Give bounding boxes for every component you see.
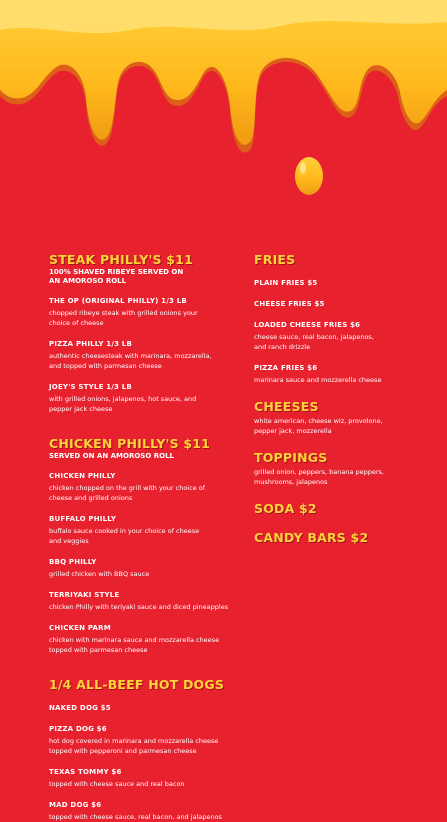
menu-item-name: JOEY'S STYLE 1/3 LB xyxy=(49,383,132,391)
menu-item-name: BUFFALO PHILLY xyxy=(49,515,117,523)
menu-item-description: topped with cheese sauce and real bacon xyxy=(49,780,185,788)
section-description: grilled onion, peppers, banana peppers, mushrooms, jalapenos xyxy=(254,468,384,486)
menu-item-name: PIZZA PHILLY 1/3 LB xyxy=(49,340,133,348)
menu-item-name: NAKED DOG $5 xyxy=(49,704,111,712)
menu-item-description: chicken with marinara sauce and mozzarella cheese topped with parmesan cheese xyxy=(49,636,220,654)
hot-dogs-section xyxy=(49,677,249,822)
section-title: TOPPINGS xyxy=(254,450,328,465)
menu-item-description: chicken Philly with teriyaki sauce and diced pineapples xyxy=(49,603,229,611)
right-menu-column xyxy=(254,252,444,545)
menu-item-description: buffalo sauce cooked in your choice of cheese and veggies xyxy=(49,527,200,545)
chicken-phillys-section xyxy=(49,436,249,655)
menu-item-name: CHICKEN PARM xyxy=(49,624,111,632)
menu-item-description: chopped ribeye steak with grilled onions your choice of cheese xyxy=(49,309,198,327)
menu-item-name: PLAIN FRIES $5 xyxy=(254,279,318,287)
menu-item-description: with grilled onions, jalapenos, hot sauce, and pepper jack cheese xyxy=(49,395,197,413)
section-title: 1/4 ALL-BEEF HOT DOGS xyxy=(49,677,225,692)
menu-item-description: cheese sauce, real bacon, jalapenos, and ranch drizzle xyxy=(254,333,374,351)
cheese-drop xyxy=(295,157,323,195)
menu-item-description: marinara sauce and mozzerella cheese xyxy=(254,376,382,384)
dripping-cheese-graphic xyxy=(0,0,447,210)
menu-item-name: LOADED CHEESE FRIES $6 xyxy=(254,321,361,329)
section-title: STEAK PHILLY'S $11 xyxy=(49,252,193,267)
section-title: FRIES xyxy=(254,252,296,267)
section-description: white american, cheese wiz, provolone, pepper jack, mozzerella xyxy=(254,417,383,435)
section-subtitle: AN AMOROSO ROLL xyxy=(49,277,127,285)
menu-item-name: PIZZA DOG $6 xyxy=(49,725,107,733)
menu-item-name: THE OP (ORIGINAL PHILLY) 1/3 LB xyxy=(49,297,187,305)
fries-section xyxy=(254,252,444,385)
menu-item-name: TERRIYAKI STYLE xyxy=(49,591,120,599)
cheeses-section xyxy=(254,399,444,436)
candy-bars-title: CANDY BARS $2 xyxy=(254,530,369,545)
menu-item-description: topped with cheese sauce, real bacon, and jalapenos xyxy=(49,813,222,821)
section-subtitle: 100% SHAVED RIBEYE SERVED ON xyxy=(49,268,184,276)
menu-item-description: hot dog covered in marinara and mozzarella cheese topped with pepperoni and parmesan cheese xyxy=(49,737,219,755)
menu-item-name: CHEESE FRIES $5 xyxy=(254,300,325,308)
section-title: CHEESES xyxy=(254,399,319,414)
soda-title: SODA $2 xyxy=(254,501,317,516)
section-title: CHICKEN PHILLY'S $11 xyxy=(49,436,211,451)
menu-item-name: TEXAS TOMMY $6 xyxy=(49,768,122,776)
menu-item-description: grilled chicken with BBQ sauce xyxy=(49,570,150,578)
menu-item-name: PIZZA FRIES $6 xyxy=(254,364,318,372)
left-menu-column xyxy=(49,252,249,822)
menu-item-name: CHICKEN PHILLY xyxy=(49,472,116,480)
menu-item-name: BBQ PHILLY xyxy=(49,558,97,566)
steak-phillys-section xyxy=(49,252,249,414)
menu-item-description: authentic cheesesteak with marinara, mozzarella, and topped with parmesan cheese xyxy=(49,352,212,370)
menu-item-name: MAD DOG $6 xyxy=(49,801,102,809)
toppings-section xyxy=(254,450,444,487)
menu-item-description: chicken chopped on the grill with your choice of cheese and grilled onions xyxy=(49,484,205,502)
section-subtitle: SERVED ON AN AMOROSO ROLL xyxy=(49,452,174,460)
cheese-drop-shine xyxy=(300,162,306,174)
